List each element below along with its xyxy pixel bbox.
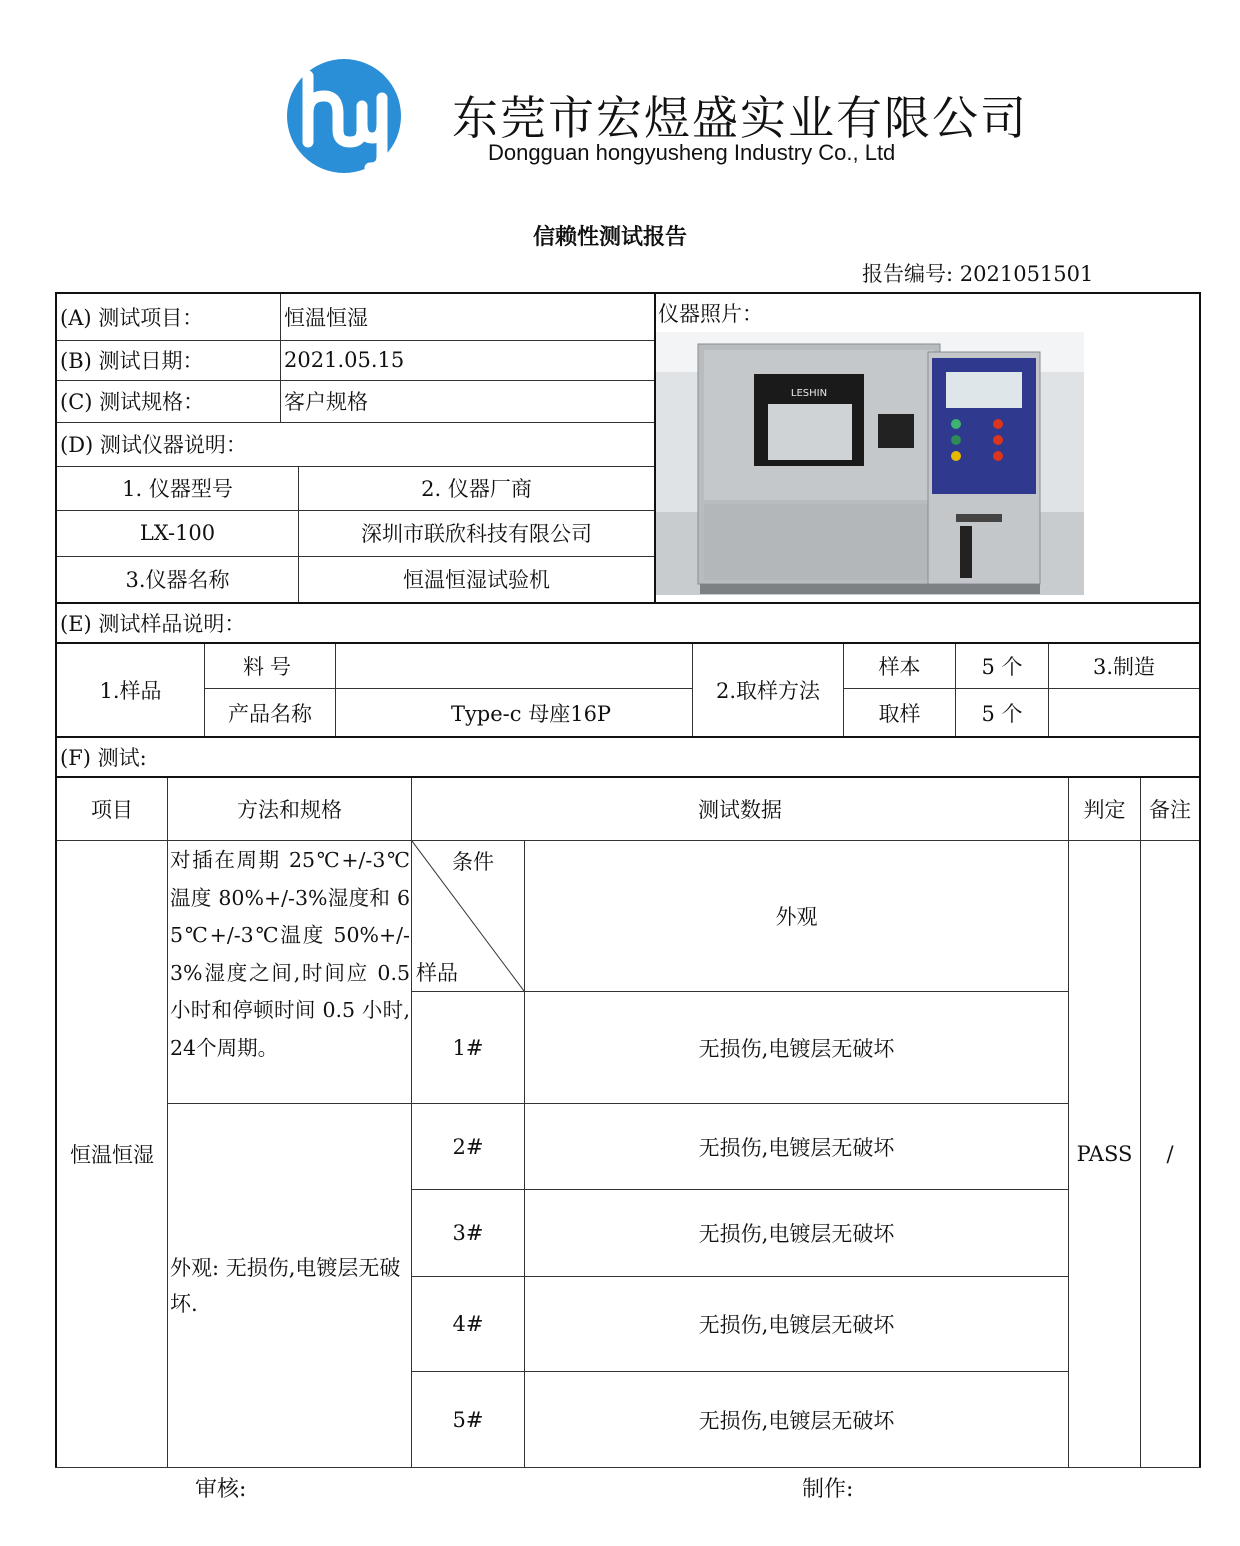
make-value [1049, 689, 1199, 736]
sample-id-5: 5# [452, 1407, 484, 1432]
instrument-model-header: 1. 仪器型号 [122, 477, 233, 501]
sampling-qty: 5 个 [981, 701, 1023, 726]
report-number [862, 258, 1093, 288]
make-label: 3.制造 [1092, 655, 1156, 679]
test-section-label: (F) 测试: [60, 746, 147, 770]
part-no-label: 料号 [243, 655, 297, 679]
part-no-value [336, 644, 692, 688]
product-name-label: 产品名称 [228, 701, 312, 726]
product-name-value: Type-c 母座16P [450, 701, 612, 726]
condition-label: 条件 [452, 850, 494, 874]
col-method-header: 方法和规格 [237, 798, 342, 822]
test-spec-label: (C) 测试规格： [60, 390, 205, 414]
test-header-box [55, 736, 1201, 778]
photo-label: 仪器照片： [658, 302, 763, 326]
photo-brand-text: LESHIN [790, 388, 828, 399]
company-name-cn: 东莞市宏煜盛实业有限公司 [452, 91, 1028, 145]
col-data-header: 测试数据 [698, 798, 782, 822]
hy-logo-icon [286, 58, 402, 174]
sample-result-1: 无损伤,电镀层无破坏 [698, 1036, 895, 1061]
instrument-name-value: 恒温恒湿试验机 [403, 568, 550, 592]
specimen-label: 样本 [878, 655, 921, 679]
report-title: 信赖性测试报告 [532, 225, 687, 250]
test-item-name: 恒温恒湿 [70, 1143, 154, 1167]
sample-label: 1.样品 [99, 679, 162, 703]
test-item-value: 恒温恒湿 [284, 306, 368, 330]
instrument-desc-label: (D) 测试仪器说明： [60, 433, 247, 457]
method-spec-text: 对插在周期 25℃+/-3℃温度 80%+/-3%湿度和 65℃+/-3℃温度 50%+/-3%湿度之间,时间应 0.5 小时和停顿时间 0.5 小时,24个周期。 [170, 848, 410, 1060]
sample-id-2: 2# [452, 1134, 484, 1159]
instrument-maker-value: 深圳市联欣科技有限公司 [361, 522, 592, 546]
sample-result-4: 无损伤,电镀层无破坏 [698, 1313, 895, 1337]
instrument-photo [656, 332, 1084, 595]
sample-result-3: 无损伤,电镀层无破坏 [698, 1222, 895, 1246]
sample-id-3: 3# [452, 1221, 484, 1245]
company-name-en: Dongguan hongyusheng Industry Co., Ltd [488, 140, 896, 165]
sample-result-5: 无损伤,电镀层无破坏 [698, 1408, 895, 1433]
sample-id-4: 4# [452, 1312, 484, 1336]
appearance-spec-text: 外观: 无损伤,电镀层无破坏. [170, 1256, 401, 1316]
report-number-value: 2021051501 [959, 262, 1094, 286]
report-number-label: 报告编号: [862, 262, 954, 286]
sampling-label: 取样 [878, 701, 921, 726]
sampling-method-label: 2.取样方法 [715, 679, 821, 703]
col-item-header: 项目 [91, 798, 133, 822]
remark-value: / [1166, 1142, 1174, 1166]
specimen-qty: 5 个 [981, 655, 1023, 679]
review-label: 审核: [195, 1477, 247, 1502]
instrument-model-value: LX-100 [139, 521, 216, 545]
test-date-label: (B) 测试日期： [60, 349, 204, 373]
test-spec-value: 客户规格 [284, 390, 368, 414]
col-remark-header: 备注 [1149, 798, 1191, 822]
sample-result-2: 无损伤,电镀层无破坏 [698, 1135, 895, 1160]
test-date-value: 2021.05.15 [284, 348, 405, 372]
instrument-maker-header: 2. 仪器厂商 [421, 477, 532, 501]
test-item-label: (A) 测试项目： [60, 306, 204, 330]
instrument-name-label: 3.仪器名称 [125, 568, 230, 592]
appearance-header: 外观 [775, 905, 818, 929]
judgement-value: PASS [1076, 1142, 1133, 1166]
sample-id-1: 1# [452, 1035, 484, 1060]
made-label: 制作: [802, 1477, 854, 1502]
col-judge-header: 判定 [1083, 798, 1126, 822]
sample-desc-label: (E) 测试样品说明： [60, 612, 246, 636]
sample-col-label: 样品 [416, 961, 458, 985]
